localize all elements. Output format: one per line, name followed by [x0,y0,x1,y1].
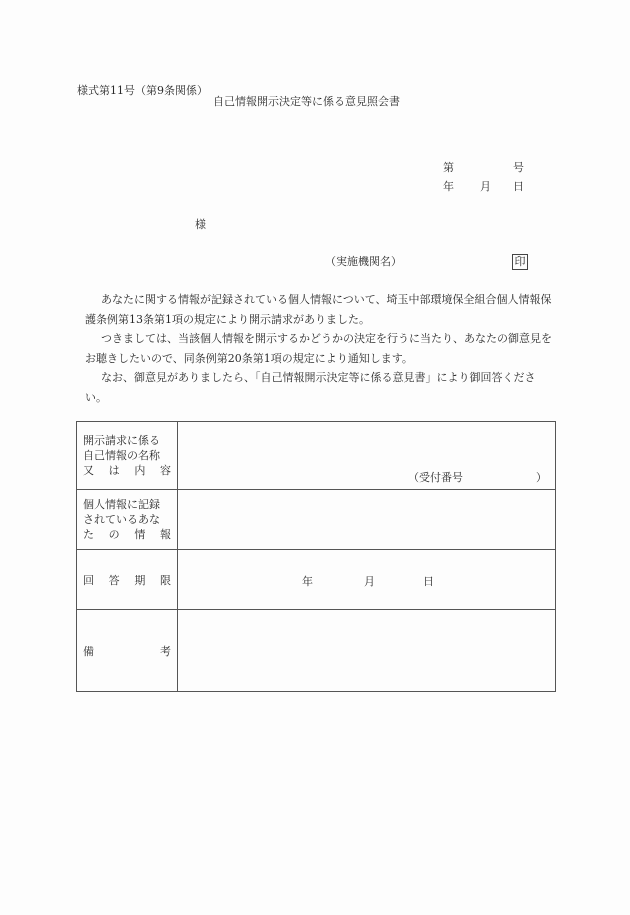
requested-info-field[interactable] [178,422,556,490]
table-row-personal-info [77,490,556,550]
label-char: 又 [83,464,94,477]
table-row-deadline [77,550,556,610]
receipt-number-close: ） [536,470,547,484]
table-row-requested-info [77,422,556,490]
body-paragraph: つきましては、当該個人情報を開示するかどうかの決定を行うに当たり、あなたの御意見をお聴きしたいので、同条例第20条第1項の規定により通知します。 [85,332,552,365]
form-number: 様式第11号（第9条関係） [77,84,208,97]
issue-date-month: 月 [480,180,491,193]
label-char: 回 [83,573,94,587]
reference-number-suffix: 号 [513,161,524,174]
agency-name-label: （実施機関名） [325,255,402,268]
label-char: た [83,528,94,541]
label-personal-info [77,490,178,550]
table-row-remarks [77,610,556,692]
deadline-year: 年 [302,574,313,588]
label-deadline [77,550,178,610]
deadline-field[interactable] [178,550,556,610]
info-table [76,421,556,692]
label-char: 備 [83,644,94,658]
label-char: 報 [159,528,171,541]
deadline-date [178,573,555,587]
remarks-field[interactable] [178,610,556,692]
issue-date-day: 日 [513,180,524,193]
label-remarks [77,610,178,692]
addressee-honorific: 様 [195,218,206,231]
label-line: 自己情報の名称 [83,449,160,462]
deadline-day: 日 [423,574,434,588]
label-line: されているあな [83,513,160,526]
personal-info-field[interactable] [178,490,556,550]
body-paragraph: なお、御意見がありましたら、「自己情報開示決定等に係る意見書」により御回答ください。 [85,371,536,404]
label-line: 個人情報に記録 [83,498,160,511]
label-char: は [108,464,120,477]
label-char: 考 [160,644,171,658]
deadline-month: 月 [364,574,375,588]
body-paragraph: あなたに関する情報が記録されている個人情報について、埼玉中部環境保全組合個人情報保護条例第13条第1項の規定により開示請求がありました。 [85,293,552,326]
receipt-number-label: （受付番号 [408,470,463,484]
label-char: の [108,528,120,541]
label-char: 期 [134,573,146,587]
label-char: 情 [134,528,146,541]
label-char: 容 [159,464,171,477]
reference-number-prefix: 第 [443,161,454,174]
document-title: 自己情報開示決定等に係る意見照会書 [213,95,400,108]
body-text [85,290,555,407]
label-char: 内 [134,464,146,477]
label-char: 答 [108,573,120,587]
label-requested-info [77,422,178,490]
label-char: 限 [159,573,171,587]
label-line: 開示請求に係る [83,434,160,447]
seal-stamp: 印 [512,254,528,270]
issue-date-year: 年 [443,180,454,193]
